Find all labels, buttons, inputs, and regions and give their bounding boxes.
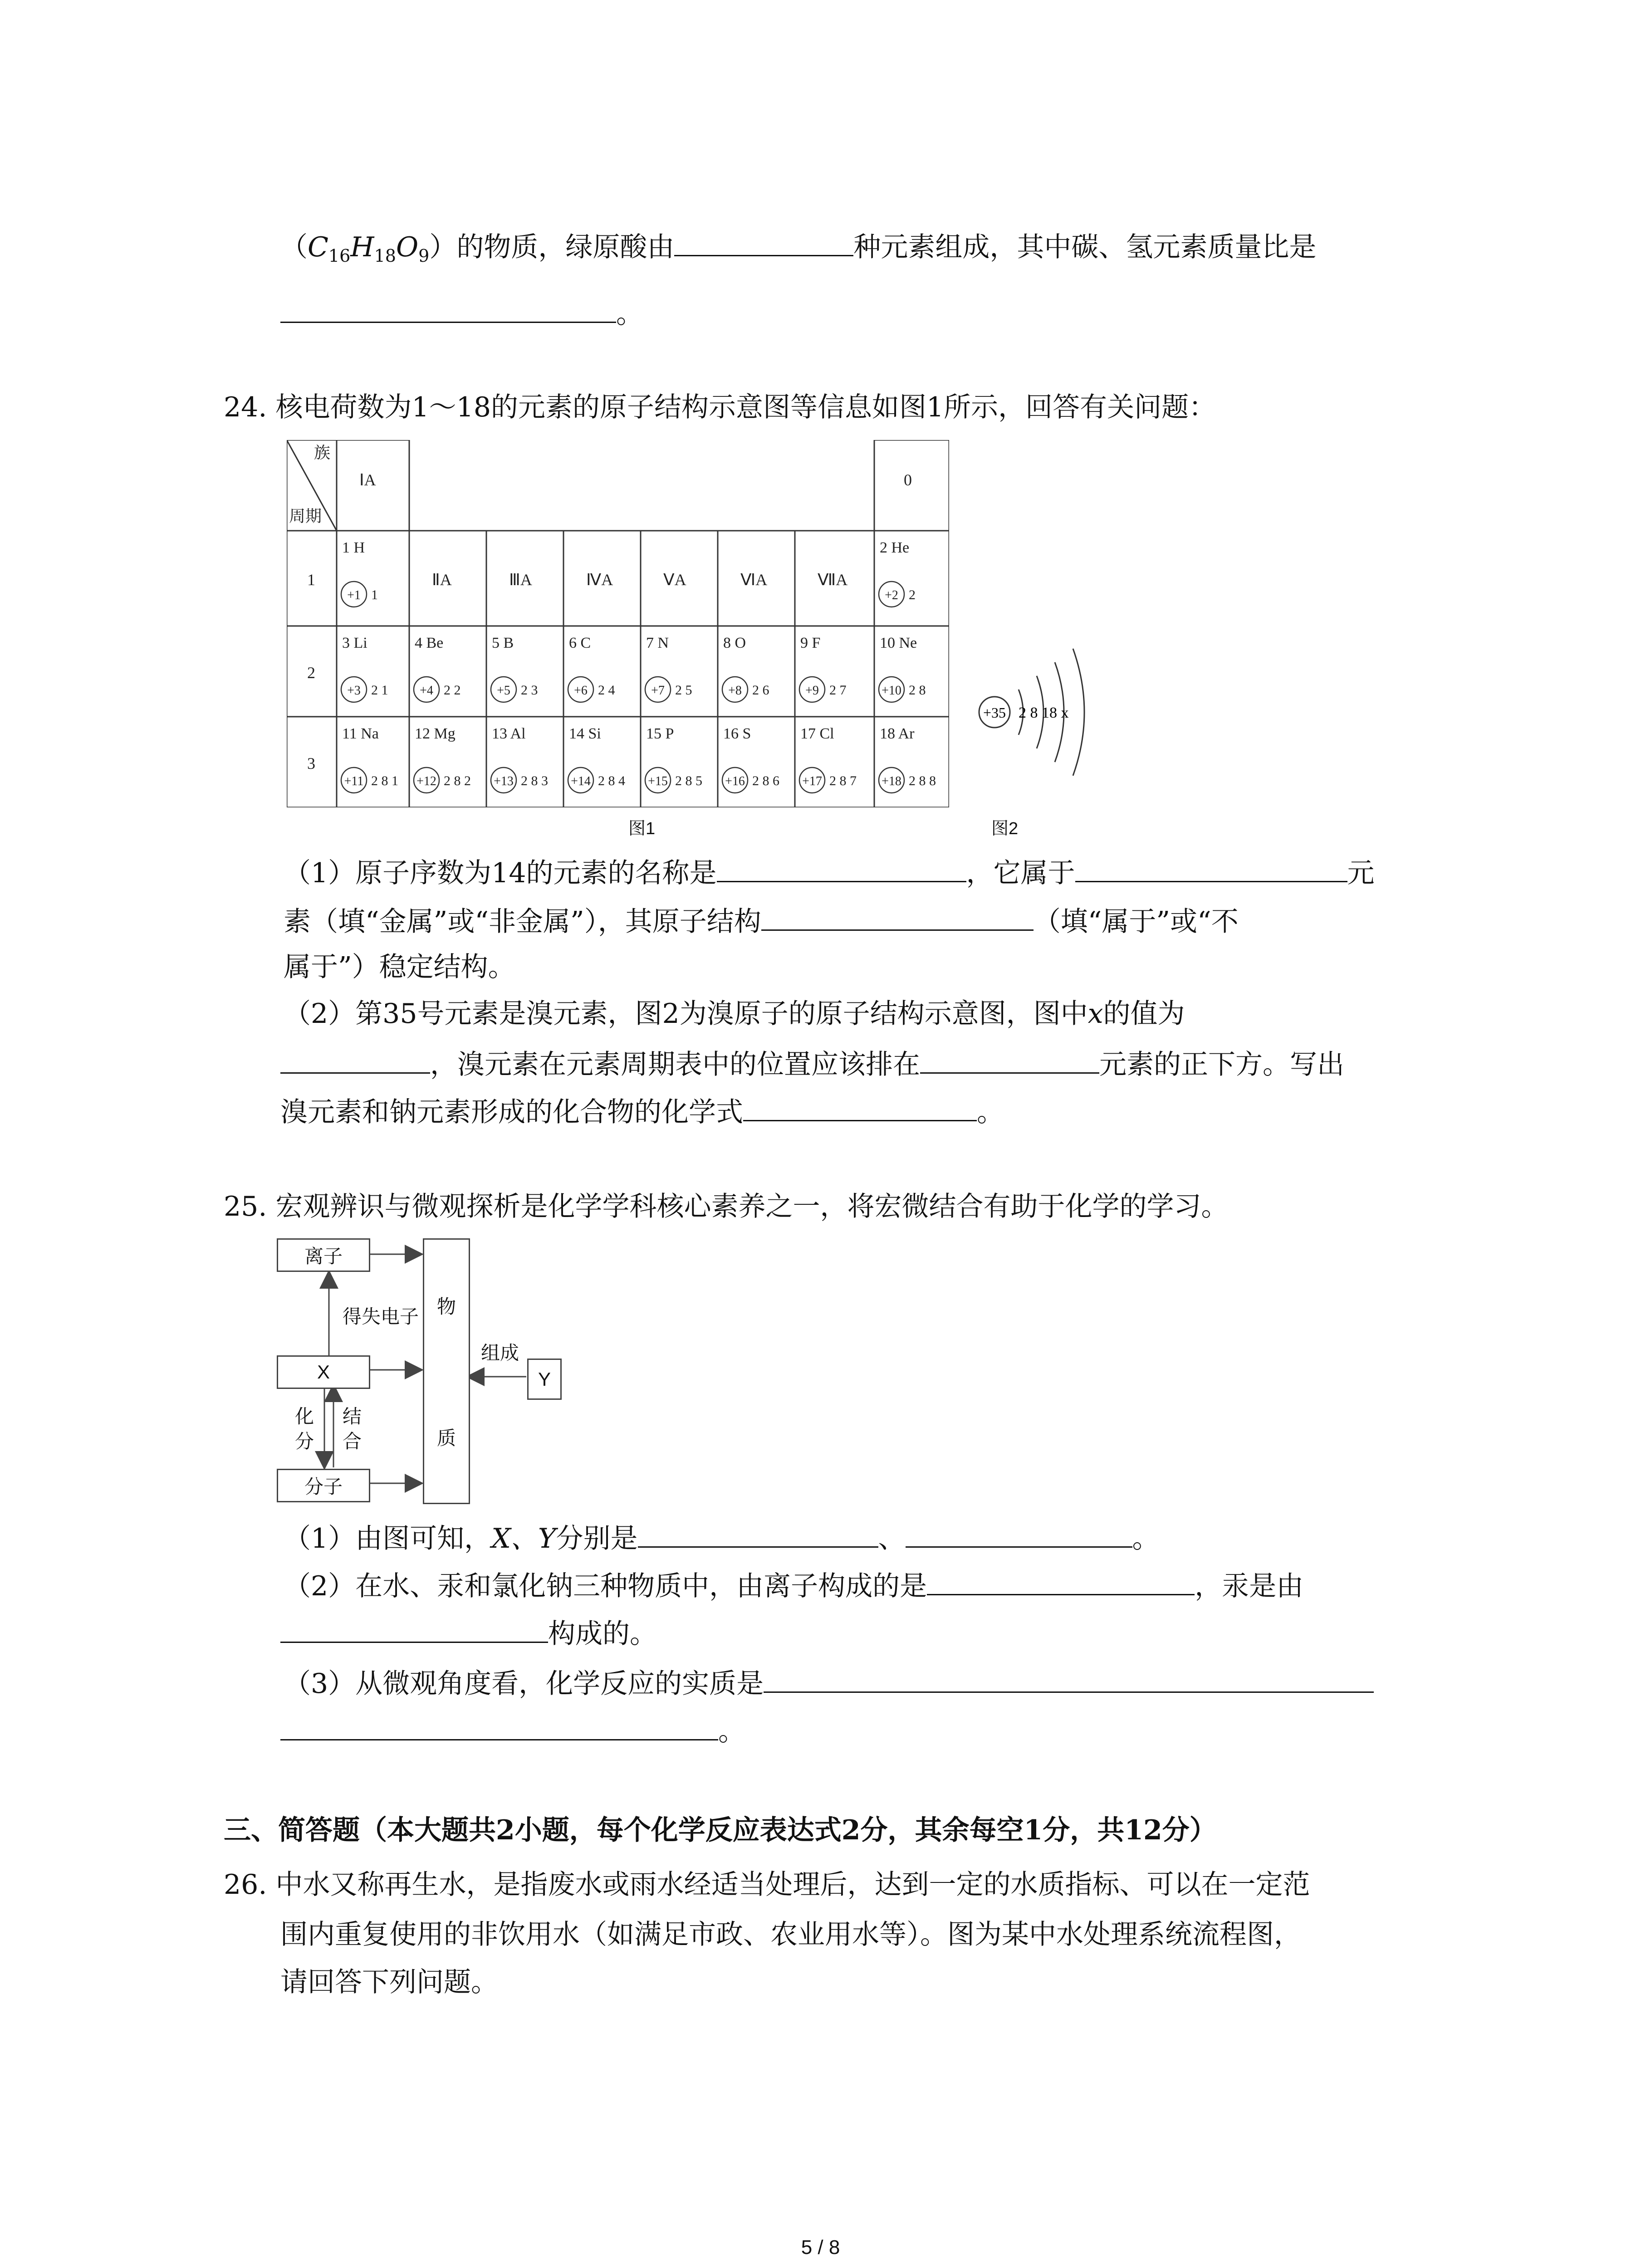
svg-text:16 S: 16 S <box>723 725 751 742</box>
svg-text:+2: +2 <box>885 588 898 602</box>
svg-text:+17: +17 <box>802 774 822 788</box>
svg-text:2 8 5: 2 8 5 <box>675 773 702 788</box>
element-p2-5 <box>645 635 692 702</box>
svg-text:2 8 2: 2 8 2 <box>444 773 471 788</box>
x-box: X <box>277 1355 370 1389</box>
element-p3-2 <box>414 725 471 793</box>
q24-blank-type[interactable] <box>1075 852 1347 882</box>
svg-text:+10: +10 <box>882 684 901 698</box>
svg-text:+18: +18 <box>882 774 901 788</box>
svg-text:8 O: 8 O <box>723 635 746 651</box>
periodic-table-figure <box>287 440 949 807</box>
macro-micro-diagram <box>277 1234 585 1506</box>
svg-text:2 8 8: 2 8 8 <box>909 773 936 788</box>
q25-p2-line1: （2）在水、汞和氯化钠三种物质中，由离子构成的是 ，汞是由 <box>284 1565 1303 1604</box>
q24-stem: 24. 核电荷数为1～18的元素的原子结构示意图等信息如图1所示，回答有关问题： <box>224 391 1216 423</box>
svg-text:2 7: 2 7 <box>829 683 847 698</box>
svg-text:+3: +3 <box>347 684 361 698</box>
svg-text:+1: +1 <box>347 588 361 602</box>
svg-text:2 He: 2 He <box>880 539 910 556</box>
element-p2-1 <box>341 635 388 702</box>
element-he <box>879 539 916 607</box>
svg-text:5 B: 5 B <box>492 635 514 651</box>
group-va: ⅤA <box>663 571 686 589</box>
periodic-table <box>287 440 949 807</box>
q25-p3-line1: （3）从微观角度看，化学反应的实质是 <box>284 1662 1374 1702</box>
y-box: Y <box>527 1359 562 1400</box>
group-iia: ⅡA <box>432 571 452 589</box>
svg-text:+7: +7 <box>651 684 665 698</box>
svg-text:+13: +13 <box>494 774 514 788</box>
molecule-box: 分子 <box>277 1469 370 1502</box>
svg-text:+15: +15 <box>648 774 668 788</box>
element-p2-8 <box>879 635 926 702</box>
svg-text:11 Na: 11 Na <box>342 725 379 742</box>
svg-text:+5: +5 <box>497 684 510 698</box>
q23-line2: 。 <box>280 293 643 332</box>
q26-line2: 围内重复使用的非饮用水（如满足市政、农业用水等）。图为某中水处理系统流程图， <box>280 1919 1301 1950</box>
q24-blank-x[interactable] <box>280 1043 430 1074</box>
fig1-caption: 图1 <box>628 819 656 838</box>
section-3-title: 三、简答题（本大题共2小题，每个化学反应表达式2分，其余每空1分，共12分） <box>224 1814 1217 1846</box>
svg-text:18 Ar: 18 Ar <box>880 725 915 742</box>
element-p3-1 <box>341 725 398 793</box>
formula-o: O <box>396 231 419 263</box>
q23-text-a: ）的物质，绿原酸由 <box>429 231 675 263</box>
element-p3-8 <box>879 725 936 793</box>
svg-text:2 8 1: 2 8 1 <box>371 773 398 788</box>
page-number: 5 / 8 <box>801 2236 840 2258</box>
group-0: 0 <box>904 471 912 489</box>
element-p2-6 <box>722 635 769 702</box>
q24-blank-stable[interactable] <box>761 900 1034 931</box>
q25-p3-line2: 。 <box>280 1710 745 1750</box>
group-ia: ⅠA <box>359 471 376 489</box>
corner-period: 周期 <box>289 507 322 525</box>
element-p2-3 <box>491 635 538 702</box>
svg-text:14 Si: 14 Si <box>569 725 601 742</box>
q24-p2-line2: ，溴元素在元素周期表中的位置应该排在 元素的正下方。写出 <box>280 1043 1344 1083</box>
element-p3-3 <box>491 725 548 793</box>
svg-text:10 Ne: 10 Ne <box>880 635 917 651</box>
period-2: 2 <box>307 664 315 682</box>
group-iiia: ⅢA <box>509 571 532 589</box>
svg-text:2 8: 2 8 <box>909 683 926 698</box>
formula-h: H <box>350 231 374 263</box>
element-p2-7 <box>799 635 847 702</box>
q24-p2-line3: 溴元素和钠元素形成的化合物的化学式 。 <box>280 1091 1004 1130</box>
q25-blank-ionic[interactable] <box>927 1565 1195 1595</box>
bromine-atom-figure <box>975 635 1102 780</box>
svg-text:2 5: 2 5 <box>675 683 692 698</box>
svg-text:1: 1 <box>371 587 378 602</box>
svg-text:+12: +12 <box>416 774 436 788</box>
element-p2-4 <box>568 635 615 702</box>
svg-text:2 3: 2 3 <box>521 683 538 698</box>
gain-lose-label: 得失电子 <box>343 1306 419 1327</box>
sub-h: 18 <box>374 246 396 266</box>
q25-blank-mercury[interactable] <box>280 1613 548 1643</box>
ion-box: 离子 <box>277 1238 370 1272</box>
element-p3-4 <box>568 725 625 793</box>
q25-blank-y[interactable] <box>906 1517 1132 1548</box>
group-viia: ⅦA <box>818 571 848 589</box>
svg-text:2 6: 2 6 <box>752 683 769 698</box>
q24-p1-line2: 素（填“金属”或“非金属”），其原子结构 （填“属于”或“不 <box>284 900 1239 940</box>
br-electrons: 2 8 18 x <box>1019 704 1069 721</box>
q25-blank-essence[interactable] <box>764 1662 1374 1693</box>
svg-text:+16: +16 <box>725 774 745 788</box>
combine-label: 结 合 <box>343 1406 362 1452</box>
svg-text:2 8 3: 2 8 3 <box>521 773 548 788</box>
q23-text-b: 种元素组成，其中碳、氢元素质量比是 <box>853 231 1317 263</box>
q24-p2-line1: （2）第35号元素是溴元素，图2为溴原子的原子结构示意图，图中x的值为 <box>284 998 1185 1030</box>
q25-p1: （1）由图可知，X、Y分别是 、 。 <box>284 1517 1160 1557</box>
svg-text:+11: +11 <box>344 774 364 788</box>
q23-blank-elements[interactable] <box>674 226 853 256</box>
sub-o: 9 <box>418 246 430 266</box>
svg-text:2: 2 <box>909 587 916 602</box>
svg-text:3 Li: 3 Li <box>342 635 367 651</box>
svg-text:+9: +9 <box>805 684 819 698</box>
svg-text:2 8 4: 2 8 4 <box>598 773 625 788</box>
svg-text:2 8 7: 2 8 7 <box>829 773 857 788</box>
svg-text:+6: +6 <box>574 684 588 698</box>
q26-line3: 请回答下列问题。 <box>280 1966 498 1998</box>
q24-p1-line3: 属于”）稳定结构。 <box>284 951 515 983</box>
svg-text:15 P: 15 P <box>646 725 674 742</box>
svg-text:6 C: 6 C <box>569 635 591 651</box>
substance-box: 物 质 <box>423 1238 470 1504</box>
svg-text:+4: +4 <box>420 684 433 698</box>
svg-text:17 Cl: 17 Cl <box>800 725 834 742</box>
svg-text:9 F: 9 F <box>800 635 821 651</box>
q24-blank-formula[interactable] <box>743 1091 977 1121</box>
compose-label: 组成 <box>481 1342 519 1364</box>
split-label: 化 分 <box>295 1406 314 1452</box>
svg-text:2 4: 2 4 <box>598 683 615 698</box>
q25-p2-line2: 构成的。 <box>280 1613 657 1652</box>
group-via: ⅥA <box>740 571 768 589</box>
svg-text:7 N: 7 N <box>646 635 669 651</box>
sub-c: 16 <box>328 246 351 266</box>
corner-group: 族 <box>314 444 331 462</box>
svg-text:1 H: 1 H <box>342 539 365 556</box>
svg-text:+8: +8 <box>728 684 742 698</box>
svg-text:2 8 6: 2 8 6 <box>752 773 779 788</box>
q23-line1: $(C_{16}H_{18}O_9)$的物质，绿原酸由 种元素组成，其中碳、氢元素质量比是 <box>280 226 1316 274</box>
element-h <box>341 539 378 607</box>
svg-text:12 Mg: 12 Mg <box>415 725 456 742</box>
q24-p1-line1: （1）原子序数为14的元素的名称是 ，它属于 元 <box>284 852 1375 891</box>
q25-stem: 25. 宏观辨识与微观探析是化学学科核心素养之一，将宏微结合有助于化学的学习。 <box>224 1191 1229 1222</box>
br-nucleus: +35 <box>983 704 1006 721</box>
q25-blank-x[interactable] <box>638 1517 878 1548</box>
q24-blank-name[interactable] <box>717 852 966 882</box>
q24-blank-position[interactable] <box>920 1043 1099 1074</box>
svg-text:2 1: 2 1 <box>371 683 388 698</box>
svg-text:2 2: 2 2 <box>444 683 461 698</box>
q26-line1: 26. 中水又称再生水，是指废水或雨水经适当处理后，达到一定的水质指标、可以在一定范 <box>224 1869 1310 1901</box>
formula-c: C <box>308 231 328 263</box>
q23-blank-ratio[interactable] <box>280 293 616 323</box>
period-3: 3 <box>307 754 315 772</box>
q25-blank-essence-2[interactable] <box>280 1710 718 1740</box>
element-p3-5 <box>645 725 702 793</box>
svg-text:4 Be: 4 Be <box>415 635 444 651</box>
svg-text:+14: +14 <box>571 774 591 788</box>
group-iva: ⅣA <box>586 571 613 589</box>
svg-text:13 Al: 13 Al <box>492 725 526 742</box>
element-p3-7 <box>799 725 857 793</box>
element-p3-6 <box>722 725 779 793</box>
fig2-caption: 图2 <box>991 819 1019 838</box>
period-1: 1 <box>307 571 315 589</box>
element-p2-2 <box>414 635 461 702</box>
